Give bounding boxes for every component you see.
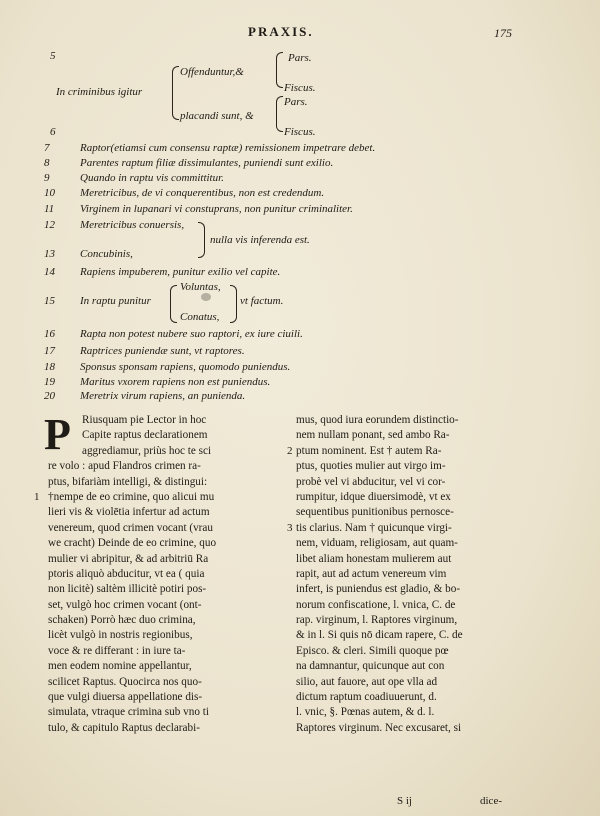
- text-line: rapit, aut ad actum venereum vim: [296, 567, 447, 580]
- entry-text: In raptu punitur: [80, 295, 151, 307]
- synopsis-pars-1: Pars.: [288, 52, 312, 64]
- text-line: scilicet Raptus. Quocirca nos quo-: [48, 675, 202, 688]
- text-line: †nempe de eo crimine, quo alicui mu: [48, 490, 215, 503]
- text-line: norum confiscatione, l. vnica, C. de: [296, 598, 456, 611]
- text-line: ptus, bifariàm intelligi, & distingui:: [48, 475, 208, 488]
- synopsis-number-5: 5: [50, 50, 56, 62]
- text-line: na damnantur, quicunque aut con: [296, 660, 445, 673]
- entry-number: 19: [44, 376, 55, 388]
- entry-number: 14: [44, 266, 55, 278]
- text-line: we cracht) Deinde de eo crimine, quo: [48, 537, 217, 550]
- entry-text: Raptrices puniendæ sunt, vt raptores.: [80, 345, 245, 357]
- text-line: Episco. & cleri. Simili quoque pœ: [296, 644, 449, 657]
- entry-text: Virginem in lupanari vi constuprans, non punitur criminaliter.: [80, 203, 353, 215]
- entry-15-voluntas: Voluntas,: [180, 281, 221, 293]
- synopsis-number-6: 6: [50, 126, 56, 138]
- text-line: ptus, quoties mulier aut virgo im-: [296, 460, 446, 473]
- text-line: lieri vis & violētia infertur ad actum: [48, 506, 210, 519]
- running-head: [0, 24, 600, 44]
- entry-15-tail: vt factum.: [240, 295, 284, 307]
- text-line: simulata, vtraque crimina sub vno ti: [48, 706, 209, 719]
- entry-text: Meretrix virum rapiens, an punienda.: [80, 390, 246, 402]
- text-line: ptoris aliquò abducitur, vt ea ( quia: [48, 567, 205, 580]
- text-line: sequentibus punitionibus pernosce-: [296, 506, 454, 519]
- entry-number: 17: [44, 345, 55, 357]
- entry-text: Concubinis,: [80, 248, 133, 260]
- entry-text: Meretricibus, de vi conquerentibus, non est credendum.: [80, 187, 325, 199]
- text-line: rap. virginum, l. Raptores virginum,: [296, 614, 458, 627]
- text-line: set, vulgò hoc crimen vocant (ont-: [48, 598, 202, 611]
- text-line: tis clarius. Nam † quicunque virgi-: [296, 521, 452, 534]
- text-line: non licitè) saltèm illicitè potiri pos-: [48, 583, 207, 596]
- text-line: rumpitur, idque diuersimodè, vt ex: [296, 490, 451, 503]
- body-column-right: [296, 413, 518, 736]
- catchword: dice-: [480, 795, 502, 807]
- entry-number: 7: [44, 142, 50, 154]
- ink-stain: [201, 293, 211, 301]
- synopsis-fiscus-1: Fiscus.: [284, 82, 316, 94]
- text-line: licèt vulgò in nostris regionibus,: [48, 629, 193, 642]
- brace-entry-15-open: [170, 285, 177, 323]
- text-line: men eodem nomine appellantur,: [48, 660, 192, 673]
- text-line: mulier vi abripitur, & ad arbitriū Ra: [48, 552, 209, 565]
- page-number: 175: [494, 26, 512, 40]
- text-line: nem, viduam, religiosam, aut quam-: [296, 537, 458, 550]
- margin-note-number: 3: [287, 522, 293, 534]
- text-line: l. vnic, §. Pœnas autem, & d. l.: [296, 706, 435, 719]
- text-line: que vulgi diuersa appellatione dis-: [48, 691, 203, 704]
- brace-pars-fiscus-2: [276, 96, 283, 132]
- text-line: mus, quod iura eorundem distinctio-: [296, 414, 459, 426]
- text-line: libet aliam honestam mulierem aut: [296, 552, 452, 565]
- text-line: & in l. Si quis nō dicam rapere, C. de: [296, 629, 463, 642]
- entry-text: Parentes raptum filiæ dissimulantes, puniendi sunt exilio.: [80, 157, 334, 169]
- text-line: nem nullam ponant, sed ambo Ra-: [296, 429, 450, 442]
- entry-number: 13: [44, 248, 55, 260]
- entry-text: Meretricibus conuersis,: [80, 219, 185, 231]
- synopsis-placandi: placandi sunt, &: [180, 110, 254, 122]
- entry-15-conatus: Conatus,: [180, 311, 220, 323]
- text-line: voce & re differant : in iure ta-: [48, 644, 186, 657]
- text-line: re volo : apud Flandros crimen ra-: [48, 460, 201, 473]
- synopsis-pars-2: Pars.: [284, 96, 308, 108]
- text-line: probè vel vi abducitur, vel vi cor-: [296, 475, 446, 488]
- synopsis-offenduntur: Offenduntur,&: [180, 66, 244, 78]
- entry-number: 10: [44, 187, 55, 199]
- entry-number: 20: [44, 390, 55, 402]
- synopsis-group-label: In criminibus igitur: [56, 86, 143, 98]
- text-line: dictum raptum coadiuuerunt, d.: [296, 691, 437, 704]
- text-line: schaken) Porrò hæc duo crimina,: [48, 614, 196, 627]
- text-line: Riusquam pie Lector in hoc: [82, 414, 207, 426]
- text-line: tulo, & capitulo Raptus declarabi-: [48, 721, 200, 734]
- brace-pars-fiscus-1: [276, 52, 283, 88]
- entry-number: 12: [44, 219, 55, 231]
- brace-entries-12-13: [198, 222, 205, 258]
- entry-number: 8: [44, 157, 50, 169]
- entry-text: Sponsus sponsam rapiens, quomodo puniendus.: [80, 361, 291, 373]
- entry-text: Maritus vxorem rapiens non est puniendus.: [80, 376, 271, 388]
- entry-number: 16: [44, 328, 55, 340]
- text-line: aggrediamur, priùs hoc te sci: [82, 444, 212, 457]
- text-line: silio, aut fauore, aut ope vlla ad: [296, 675, 438, 688]
- text-line: venereum, quod crimen vocant (vrau: [48, 521, 213, 534]
- running-title: PRAXIS.: [248, 24, 314, 39]
- entry-12-13-tail: nulla vis inferenda est.: [210, 234, 310, 246]
- entry-text: Rapiens impuberem, punitur exilio vel capite.: [80, 266, 281, 278]
- text-line: Capite raptus declarationem: [82, 429, 208, 442]
- text-line: ptum nominent. Est † autem Ra-: [296, 444, 442, 457]
- signature-mark: S ij: [397, 795, 412, 807]
- body-column-left: [48, 413, 284, 736]
- brace-left-main: [172, 66, 179, 120]
- entry-number: 9: [44, 172, 50, 184]
- entry-text: Quando in raptu vis committitur.: [80, 172, 224, 184]
- brace-entry-15-close: [230, 285, 237, 323]
- entry-number: 15: [44, 295, 55, 307]
- text-line: infert, is puniendus est gladio, & bo-: [296, 583, 461, 596]
- entry-text: Raptor(etiamsi cum consensu raptæ) remissionem impetrare debet.: [80, 142, 376, 154]
- margin-note-number: 2: [287, 445, 293, 457]
- entry-number: 18: [44, 361, 55, 373]
- drop-cap: P: [44, 410, 71, 459]
- entry-text: Rapta non potest nubere suo raptori, ex iure ciuili.: [80, 328, 303, 340]
- entry-number: 11: [44, 203, 55, 215]
- synopsis-fiscus-2: Fiscus.: [284, 126, 316, 138]
- margin-note-number: 1: [34, 491, 40, 503]
- text-line: Raptores virginum. Nec excusaret, si: [296, 721, 462, 734]
